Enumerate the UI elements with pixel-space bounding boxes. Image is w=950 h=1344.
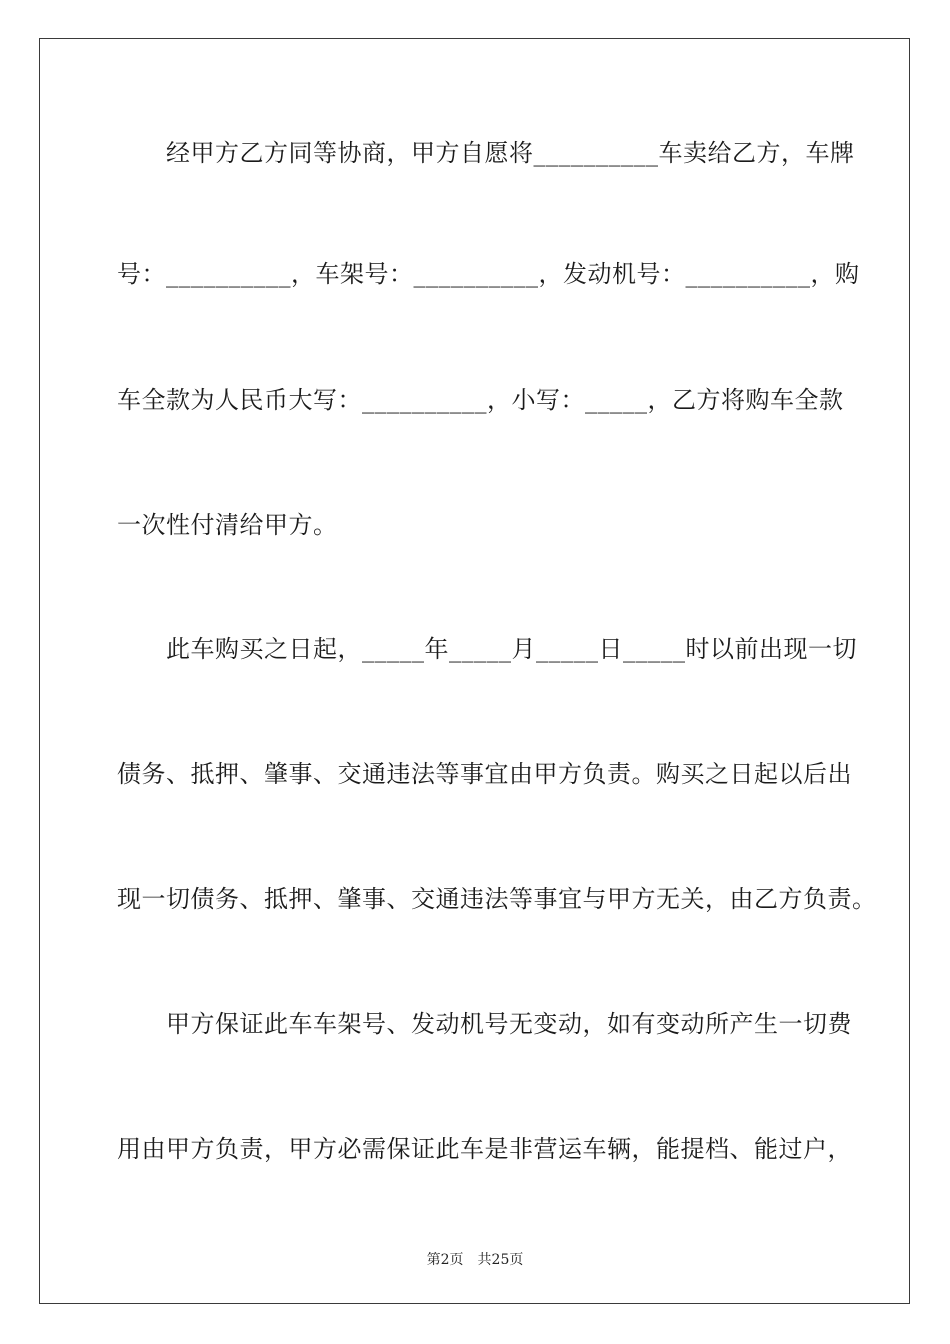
paragraph-line: 用由甲方负责，甲方必需保证此车是非营运车辆，能提档、能过户， [117, 1135, 852, 1163]
paragraph-line: 经甲方乙方同等协商，甲方自愿将__________车卖给乙方，车牌 [117, 139, 855, 167]
paragraph-line: 一次性付清给甲方。 [117, 511, 338, 539]
page-footer [0, 1249, 950, 1269]
paragraph-line: 债务、抵押、肇事、交通违法等事宜由甲方负责。购买之日起以后出 [117, 760, 852, 788]
page-border [39, 38, 910, 1304]
paragraph-line: 甲方保证此车车架号、发动机号无变动，如有变动所产生一切费 [117, 1010, 852, 1038]
page-number: 第2页 [426, 1252, 464, 1268]
paragraph-line: 号：__________，车架号：__________，发动机号：__________，购 [117, 260, 860, 288]
paragraph-line: 现一切债务、抵押、肇事、交通违法等事宜与甲方无关，由乙方负责。 [117, 885, 877, 913]
page-total: 共25页 [477, 1252, 524, 1268]
paragraph-line: 车全款为人民币大写：__________，小写：_____，乙方将购车全款 [117, 386, 844, 414]
paragraph-line: 此车购买之日起，_____年_____月_____日_____时以前出现一切 [117, 635, 857, 663]
